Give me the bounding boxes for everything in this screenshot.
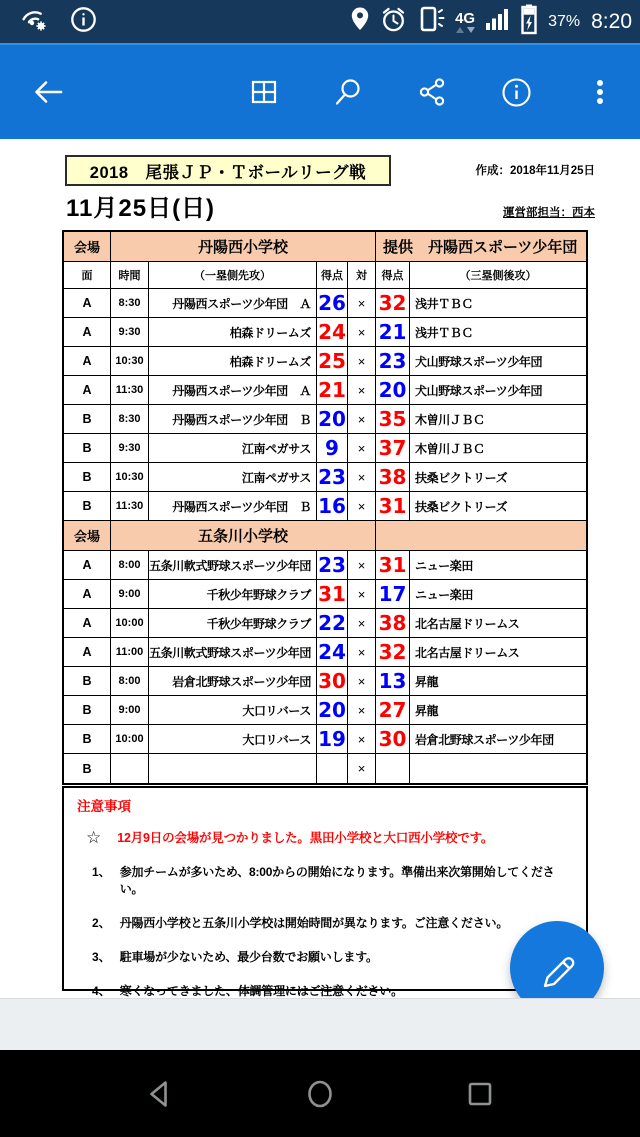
notes-list	[77, 863, 574, 999]
cell-field: A	[64, 318, 111, 347]
column-header-team2: （三塁側後攻）	[410, 262, 586, 289]
clock-label: 8:20	[591, 9, 632, 33]
cell-team2	[410, 754, 586, 783]
cell-team1: 五条川軟式野球スポーツ少年団	[149, 638, 317, 667]
cell-score2	[376, 754, 410, 783]
status-bar	[0, 0, 640, 43]
provider-name: 提供 丹陽西スポーツ少年団	[376, 232, 586, 262]
cell-team2: 扶桑ビクトリーズ	[410, 492, 586, 521]
cell-score1: 26	[317, 289, 348, 318]
cell-score1: 31	[317, 580, 348, 609]
star-icon: ☆	[86, 827, 102, 847]
cell-vs: ×	[348, 405, 376, 434]
table-subheader-row	[64, 262, 586, 289]
cell-team1: 丹陽西スポーツ少年団 Ｂ	[149, 405, 317, 434]
manager-label: 運営部担当：西本	[503, 207, 595, 219]
note-text: 駐車場が少ないため、最少台数でお願いします。	[119, 950, 378, 964]
star-note-text: 12月9日の会場が見つかりました。黒田小学校と大口西小学校です。	[117, 831, 494, 845]
cell-score2: 30	[376, 725, 410, 754]
cell-team2: ニュー楽田	[410, 551, 586, 580]
cell-score1: 24	[317, 318, 348, 347]
table-row	[64, 580, 586, 609]
cell-score2: 23	[376, 347, 410, 376]
table-row	[64, 318, 586, 347]
cell-vs: ×	[348, 754, 376, 783]
cell-team1: 千秋少年野球クラブ	[149, 609, 317, 638]
cell-time: 10:30	[111, 347, 149, 376]
cell-time: 8:30	[111, 405, 149, 434]
cell-field: A	[64, 580, 111, 609]
cell-score1	[317, 754, 348, 783]
cell-score1: 22	[317, 609, 348, 638]
cell-score1: 30	[317, 667, 348, 696]
cell-score1: 9	[317, 434, 348, 463]
cell-vs: ×	[348, 318, 376, 347]
table-section-header-row	[64, 521, 586, 551]
back-button[interactable]	[24, 68, 72, 116]
table-row	[64, 376, 586, 405]
more-vertical-icon	[585, 76, 615, 108]
nav-back-button[interactable]	[136, 1070, 184, 1118]
app-toolbar	[0, 43, 640, 139]
provider-name	[376, 521, 586, 551]
notes-box	[62, 786, 588, 998]
cell-vs: ×	[348, 434, 376, 463]
location-icon	[349, 6, 371, 37]
column-header-time: 時間	[111, 262, 149, 289]
table-view-button[interactable]	[240, 68, 288, 116]
cell-field: B	[64, 492, 111, 521]
cell-team1: 柏森ドリームズ	[149, 318, 317, 347]
cell-team2: 犬山野球スポーツ少年団	[410, 376, 586, 405]
share-button[interactable]	[408, 68, 456, 116]
cell-team1: 丹陽西スポーツ少年団 Ａ	[149, 376, 317, 405]
battery-percent-label: 37%	[548, 12, 581, 30]
cell-field: A	[64, 609, 111, 638]
cell-field: A	[64, 347, 111, 376]
table-row	[64, 725, 586, 754]
cell-score2: 38	[376, 609, 410, 638]
table-row	[64, 434, 586, 463]
notes-heading: 注意事項	[77, 799, 131, 814]
created-date-label: 作成：2018年11月25日	[475, 165, 595, 177]
cell-score1: 19	[317, 725, 348, 754]
cell-score2: 13	[376, 667, 410, 696]
cell-score2: 32	[376, 638, 410, 667]
back-arrow-icon	[31, 75, 65, 109]
cell-team1: 大口リバース	[149, 725, 317, 754]
cell-field: B	[64, 754, 111, 783]
cell-vs: ×	[348, 551, 376, 580]
cell-vs: ×	[348, 638, 376, 667]
cell-vs: ×	[348, 580, 376, 609]
cell-score1: 25	[317, 347, 348, 376]
info-notification-icon	[70, 6, 97, 38]
cell-score1: 23	[317, 463, 348, 492]
cell-team2: 浅井ＴＢＣ	[410, 318, 586, 347]
cell-field: B	[64, 405, 111, 434]
venue-column-label: 会場	[64, 232, 111, 262]
vibrate-icon	[416, 5, 446, 38]
navigation-bar	[0, 1050, 640, 1137]
cell-time: 10:00	[111, 725, 149, 754]
cell-vs: ×	[348, 609, 376, 638]
note-number: 2、	[92, 916, 111, 930]
table-row	[64, 492, 586, 521]
cell-team1: 大口リバース	[149, 696, 317, 725]
cell-score1: 16	[317, 492, 348, 521]
cell-team2: 木曽川ＪＢＣ	[410, 405, 586, 434]
cell-field: B	[64, 667, 111, 696]
cell-field: B	[64, 434, 111, 463]
cell-team1: 岩倉北野球スポーツ少年団	[149, 667, 317, 696]
cell-score1: 21	[317, 376, 348, 405]
cell-score2: 31	[376, 551, 410, 580]
note-item	[77, 948, 574, 965]
cell-field: A	[64, 376, 111, 405]
cell-time: 11:00	[111, 638, 149, 667]
nav-recents-button[interactable]	[456, 1070, 504, 1118]
cell-time	[111, 754, 149, 783]
cell-score1: 20	[317, 696, 348, 725]
table-row	[64, 405, 586, 434]
document-title: 2018 尾張ＪＰ・Ｔボールリーグ戦	[89, 163, 367, 182]
cell-team2: ニュー楽田	[410, 580, 586, 609]
cell-field: A	[64, 638, 111, 667]
network-type-indicator	[455, 11, 475, 33]
cell-score1: 24	[317, 638, 348, 667]
note-text: 参加チームが多いため、8:00からの開始になります。準備出来次第開始してください。	[119, 865, 555, 896]
column-header-score1: 得点	[317, 262, 348, 289]
cell-team1: 江南ペガサス	[149, 434, 317, 463]
cell-field: B	[64, 725, 111, 754]
note-text: 寒くなってきました、体調管理にはご注意ください。	[119, 984, 403, 998]
battery-charging-icon	[519, 3, 539, 40]
network-type-label: 4G	[455, 9, 476, 27]
event-date-label: 11月25日(日)	[66, 195, 216, 222]
cell-time: 11:30	[111, 492, 149, 521]
cell-team1: 五条川軟式野球スポーツ少年団	[149, 551, 317, 580]
cell-team2: 北名古屋ドリームス	[410, 609, 586, 638]
signal-strength-icon	[484, 6, 510, 37]
table-row	[64, 667, 586, 696]
cell-team1: 千秋少年野球クラブ	[149, 580, 317, 609]
venue-name: 五条川小学校	[111, 521, 376, 551]
cell-score2: 27	[376, 696, 410, 725]
share-icon	[416, 76, 448, 108]
venue-name: 丹陽西小学校	[111, 232, 376, 262]
table-row	[64, 638, 586, 667]
cell-vs: ×	[348, 725, 376, 754]
cell-vs: ×	[348, 463, 376, 492]
page-end-background	[0, 998, 640, 1050]
table-row	[64, 463, 586, 492]
nav-recents-icon	[463, 1077, 497, 1111]
note-item	[77, 914, 574, 931]
cell-team1: 柏森ドリームズ	[149, 347, 317, 376]
cell-score2: 31	[376, 492, 410, 521]
info-button[interactable]	[492, 68, 540, 116]
column-header-field: 面	[64, 262, 111, 289]
cell-score2: 37	[376, 434, 410, 463]
cell-team1: 丹陽西スポーツ少年団 Ａ	[149, 289, 317, 318]
nav-back-icon	[143, 1077, 177, 1111]
cell-vs: ×	[348, 347, 376, 376]
cell-team2: 浅井ＴＢＣ	[410, 289, 586, 318]
column-header-score2: 得点	[376, 262, 410, 289]
cell-vs: ×	[348, 696, 376, 725]
schedule-table	[62, 230, 588, 785]
note-number: 1、	[92, 865, 111, 879]
cell-team2: 木曽川ＪＢＣ	[410, 434, 586, 463]
cell-field: A	[64, 289, 111, 318]
table-row	[64, 289, 586, 318]
table-row	[64, 551, 586, 580]
cell-vs: ×	[348, 289, 376, 318]
venue-column-label: 会場	[64, 521, 111, 551]
cell-time: 10:00	[111, 609, 149, 638]
wifi-calling-icon	[20, 6, 48, 37]
cell-score1: 23	[317, 551, 348, 580]
cell-time: 9:00	[111, 696, 149, 725]
document-title-box	[65, 155, 391, 186]
cell-score2: 35	[376, 405, 410, 434]
note-text: 丹陽西小学校と五条川小学校は開始時間が異なります。ご注意ください。	[119, 916, 509, 930]
table-row	[64, 696, 586, 725]
cell-vs: ×	[348, 376, 376, 405]
nav-home-button[interactable]	[296, 1070, 344, 1118]
star-note-line	[77, 828, 574, 846]
cell-team1: 丹陽西スポーツ少年団 Ｂ	[149, 492, 317, 521]
info-icon	[500, 76, 533, 109]
cell-team2: 昇龍	[410, 696, 586, 725]
cell-team2: 犬山野球スポーツ少年団	[410, 347, 586, 376]
cell-time: 9:00	[111, 580, 149, 609]
cell-time: 9:30	[111, 434, 149, 463]
overflow-menu-button[interactable]	[576, 68, 624, 116]
cell-time: 8:00	[111, 551, 149, 580]
cell-team1	[149, 754, 317, 783]
cell-vs: ×	[348, 667, 376, 696]
cell-score2: 20	[376, 376, 410, 405]
cell-time: 10:30	[111, 463, 149, 492]
table-section-header-row	[64, 232, 586, 262]
cell-time: 8:00	[111, 667, 149, 696]
cell-team2: 北名古屋ドリームス	[410, 638, 586, 667]
cell-score2: 17	[376, 580, 410, 609]
note-item	[77, 982, 574, 999]
cell-vs: ×	[348, 492, 376, 521]
cell-team2: 昇龍	[410, 667, 586, 696]
note-item	[77, 863, 574, 897]
grid-icon	[248, 76, 280, 108]
cell-score1: 20	[317, 405, 348, 434]
cell-time: 9:30	[111, 318, 149, 347]
cell-score2: 32	[376, 289, 410, 318]
table-row	[64, 754, 586, 783]
table-row	[64, 347, 586, 376]
cell-team2: 岩倉北野球スポーツ少年団	[410, 725, 586, 754]
cell-field: B	[64, 696, 111, 725]
column-header-vs: 対	[348, 262, 376, 289]
nav-home-icon	[303, 1077, 337, 1111]
cell-time: 11:30	[111, 376, 149, 405]
cell-field: B	[64, 463, 111, 492]
alarm-icon	[380, 6, 407, 38]
note-number: 4、	[92, 984, 111, 998]
cell-time: 8:30	[111, 289, 149, 318]
cell-score2: 38	[376, 463, 410, 492]
pencil-icon	[534, 945, 580, 991]
data-activity-arrows-icon	[456, 27, 475, 33]
document-page[interactable]	[0, 139, 640, 998]
cell-team2: 扶桑ビクトリーズ	[410, 463, 586, 492]
table-row	[64, 609, 586, 638]
note-number: 3、	[92, 950, 111, 964]
search-button[interactable]	[324, 68, 372, 116]
cell-score2: 21	[376, 318, 410, 347]
cell-field: A	[64, 551, 111, 580]
search-icon	[332, 76, 364, 108]
cell-team1: 江南ペガサス	[149, 463, 317, 492]
column-header-team1: （一塁側先攻）	[149, 262, 317, 289]
